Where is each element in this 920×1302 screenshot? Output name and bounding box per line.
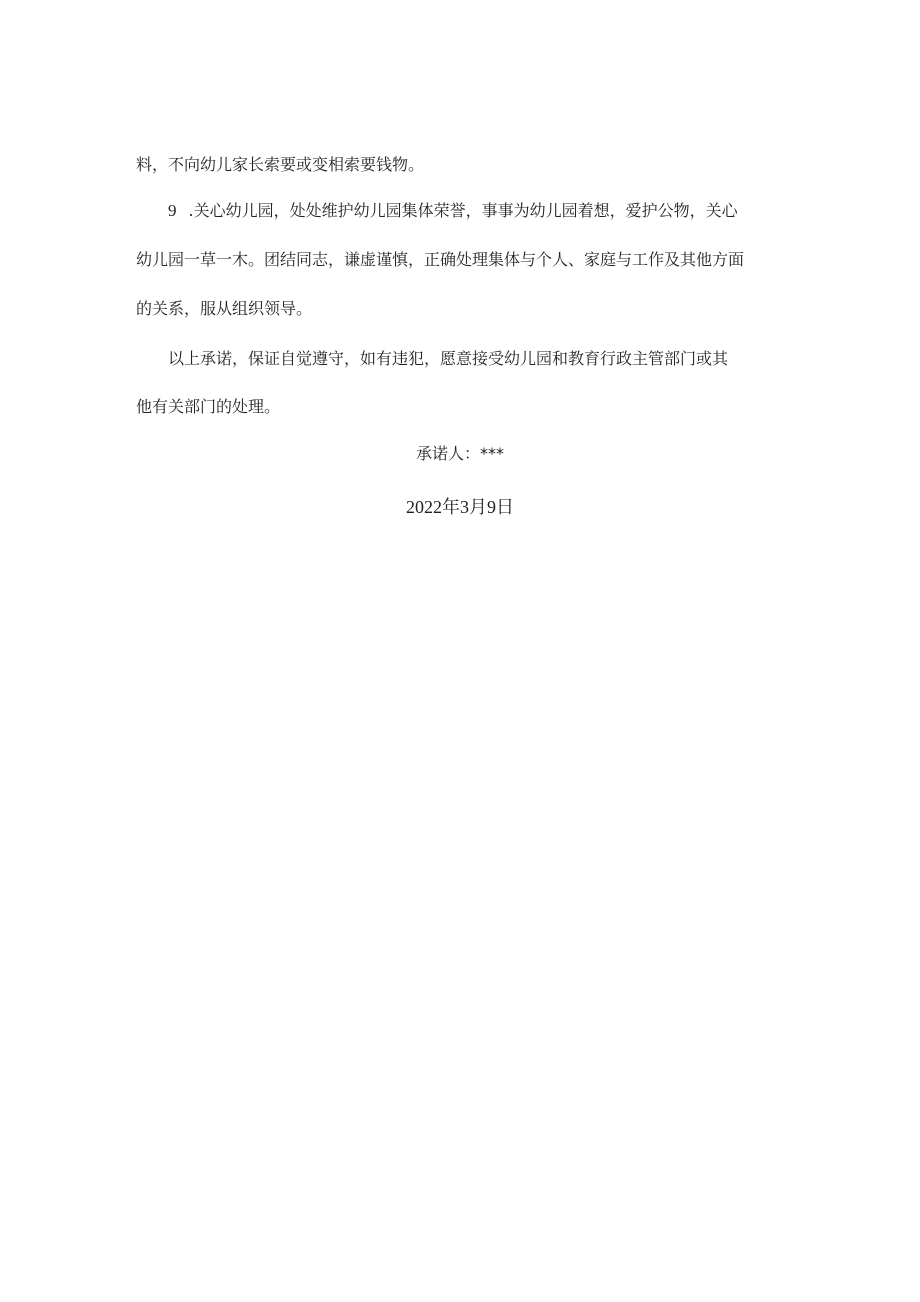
date-line: 2022年3月9日 (406, 497, 514, 517)
item-9-line-1 (168, 200, 818, 222)
closing-line-2: 他有关部门的处理。 (136, 397, 281, 416)
item-9-number: 9 (168, 201, 177, 220)
item-9-text-1: .关心幼儿园，处处维护幼儿园集体荣誉，事事为幼儿园着想，爱护公物，关心 (188, 201, 738, 220)
paragraph-line-1: 料，不向幼儿家长索要或变相索要钱物。 (136, 155, 425, 174)
signature-line: 承诺人：*** (415, 444, 504, 463)
item-9-line-2: 幼儿园一草一木。团结同志，谦虚谨慎，正确处理集体与个人、家庭与工作及其他方面 (136, 250, 745, 269)
item-9-line-3: 的关系，服从组织领导。 (136, 299, 313, 318)
closing-line-1: 以上承诺，保证自觉遵守，如有违犯，愿意接受幼儿园和教育行政主管部门或其 (168, 349, 729, 368)
